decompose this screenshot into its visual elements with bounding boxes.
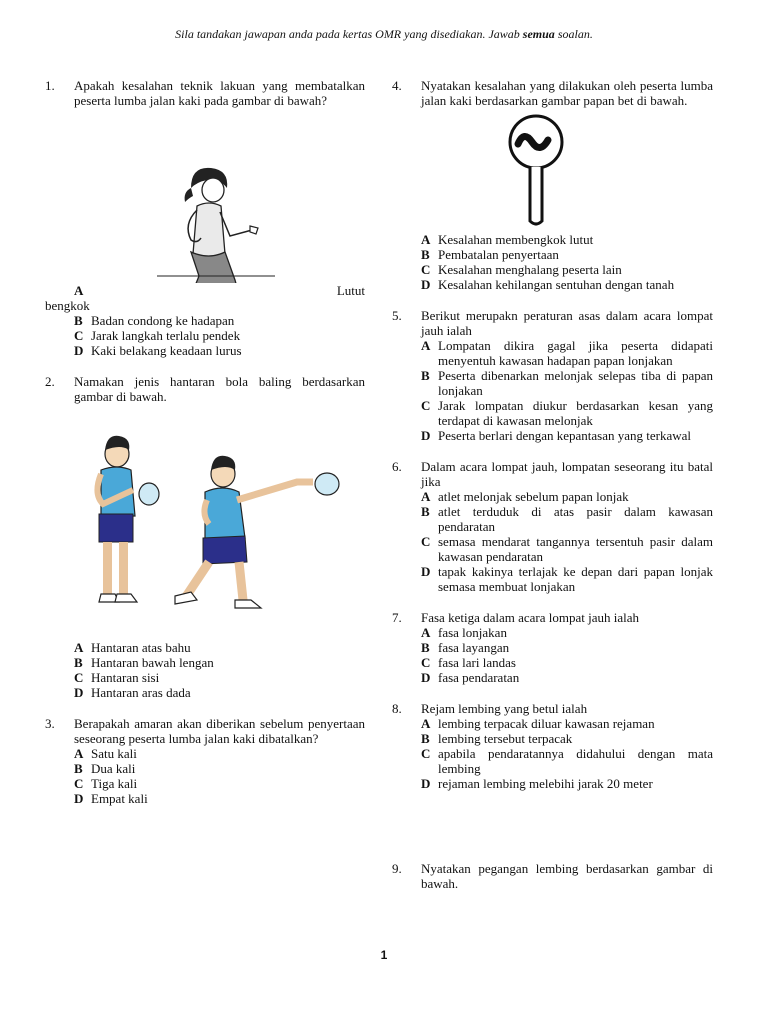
- option-a-wrap: bengkok: [45, 298, 90, 313]
- option-text: Hantaran bawah lengan: [91, 655, 214, 670]
- race-walker-illustration: [45, 108, 365, 283]
- left-column: [45, 78, 365, 822]
- option-b: [74, 761, 365, 776]
- question-8: [392, 701, 713, 791]
- option-letter: D: [74, 791, 84, 806]
- option-text: Tiga kali: [91, 776, 138, 791]
- option-d: [74, 343, 365, 358]
- option-text: semasa mendarat tangannya tersentuh pasir dalam kawasan pendaratan: [438, 534, 713, 564]
- option-letter: C: [74, 328, 84, 343]
- question-4: [392, 78, 713, 292]
- question-text: Namakan jenis hantaran bola baling berdasarkan gambar di bawah.: [74, 374, 365, 404]
- option-a: [421, 232, 713, 247]
- option-b: [421, 640, 713, 655]
- question-9: [392, 861, 713, 891]
- option-text: fasa lonjakan: [438, 625, 507, 640]
- option-letter: B: [74, 761, 83, 776]
- option-text: Dua kali: [91, 761, 136, 776]
- question-number: 3.: [45, 716, 55, 731]
- option-letter: D: [421, 776, 431, 791]
- option-d: [74, 791, 365, 806]
- option-letter: C: [421, 746, 431, 761]
- instruction-before: Sila tandakan jawapan anda pada kertas OMR yang disediakan. Jawab: [175, 27, 523, 41]
- option-a: [421, 625, 713, 640]
- options: [421, 489, 713, 594]
- option-letter: B: [74, 313, 83, 328]
- option-letter: B: [74, 655, 83, 670]
- option-letter: A: [421, 232, 431, 247]
- option-letter: B: [421, 368, 430, 383]
- option-text: Jarak langkah terlalu pendek: [91, 328, 241, 343]
- option-text: fasa pendaratan: [438, 670, 520, 685]
- options: [421, 716, 713, 791]
- instruction-line: [0, 27, 768, 42]
- option-b: [74, 313, 365, 328]
- option-d: [421, 670, 713, 685]
- right-column: [392, 78, 713, 907]
- option-text: apabila pendaratannya didahului dengan mata lembing: [438, 746, 713, 776]
- option-c: [74, 328, 365, 343]
- option-text: Jarak lompatan diukur berdasarkan kesan yang terdapat di kawasan melonjak: [438, 398, 713, 428]
- question-number: 8.: [392, 701, 402, 716]
- option-c: [421, 534, 713, 564]
- option-letter: A: [421, 716, 431, 731]
- option-d: [421, 277, 713, 292]
- option-letter: C: [421, 398, 431, 413]
- option-text: Kesalahan membengkok lutut: [438, 232, 594, 247]
- option-text: Kesalahan kehilangan sentuhan dengan tanah: [438, 277, 675, 292]
- option-letter: A: [74, 746, 84, 761]
- option-letter: A: [421, 489, 431, 504]
- option-letter: C: [74, 670, 84, 685]
- question-text: Berapakah amaran akan diberikan sebelum penyertaan seseorang peserta lumba jalan kaki dibatalkan?: [74, 716, 365, 746]
- option-text: Lutut: [336, 283, 365, 298]
- option-letter: D: [421, 564, 431, 579]
- options: [74, 746, 365, 806]
- option-a: [421, 338, 713, 368]
- instruction-emphasis: semua: [522, 27, 555, 41]
- option-text: Kesalahan menghalang peserta lain: [438, 262, 622, 277]
- option-text: fasa layangan: [438, 640, 510, 655]
- option-text: tapak kakinya terlajak ke depan dari papan lonjak semasa membuat lonjakan: [438, 564, 713, 594]
- option-b: [421, 247, 713, 262]
- option-text: Empat kali: [91, 791, 148, 806]
- question-text: Berikut merupakn peraturan asas dalam acara lompat jauh ialah: [421, 308, 713, 338]
- question-number: 1.: [45, 78, 55, 93]
- question-number: 2.: [45, 374, 55, 389]
- question-number: 6.: [392, 459, 402, 474]
- option-b: [421, 368, 713, 398]
- option-a-row: [74, 283, 365, 298]
- option-letter: A: [421, 338, 431, 353]
- page-number: 1: [380, 948, 388, 962]
- option-b: [421, 731, 713, 746]
- option-letter: D: [74, 343, 84, 358]
- option-letter: C: [421, 534, 431, 549]
- question-text: Rejam lembing yang betul ialah: [421, 701, 588, 716]
- option-text: lembing tersebut terpacak: [438, 731, 573, 746]
- option-a: [74, 746, 365, 761]
- judge-paddle-icon: [392, 108, 713, 232]
- option-a: [421, 716, 713, 731]
- options: [421, 232, 713, 292]
- option-text: atlet melonjak sebelum papan lonjak: [438, 489, 629, 504]
- option-text: Satu kali: [91, 746, 137, 761]
- option-letter: B: [421, 731, 430, 746]
- option-text: Pembatalan penyertaan: [438, 247, 559, 262]
- question-text: Dalam acara lompat jauh, lompatan seseorang itu batal jika: [421, 459, 713, 489]
- question-text: Nyatakan pegangan lembing berdasarkan gambar di bawah.: [421, 861, 713, 891]
- option-text: fasa lari landas: [438, 655, 516, 670]
- question-number: 4.: [392, 78, 402, 93]
- option-text: Peserta dibenarkan melonjak selepas tiba di papan lonjakan: [438, 368, 713, 398]
- option-letter: C: [421, 262, 431, 277]
- question-6: [392, 459, 713, 594]
- question-text: Fasa ketiga dalam acara lompat jauh ialah: [421, 610, 640, 625]
- option-d: [421, 428, 713, 443]
- option-letter: D: [421, 428, 431, 443]
- option-a: [74, 640, 365, 655]
- question-number: 5.: [392, 308, 402, 323]
- question-7: [392, 610, 713, 685]
- option-text: Kaki belakang keadaan lurus: [91, 343, 242, 358]
- option-letter: B: [421, 640, 430, 655]
- option-letter: C: [74, 776, 84, 791]
- options: [74, 640, 365, 700]
- option-letter: B: [421, 247, 430, 262]
- option-text: lembing terpacak diluar kawasan rejaman: [438, 716, 655, 731]
- handball-pass-figure: [45, 404, 365, 640]
- race-walker-figure: [45, 108, 365, 283]
- option-letter: D: [421, 670, 431, 685]
- options: [74, 313, 365, 358]
- options: [421, 338, 713, 443]
- option-letter: D: [421, 277, 431, 292]
- option-text: Hantaran sisi: [91, 670, 160, 685]
- handball-pass-illustration: [45, 404, 365, 640]
- question-5: [392, 308, 713, 443]
- option-letter: A: [74, 283, 84, 298]
- judge-paddle-figure: [392, 108, 713, 232]
- option-d: [74, 685, 365, 700]
- options: [421, 625, 713, 685]
- option-text: Hantaran aras dada: [91, 685, 191, 700]
- question-2: [45, 374, 365, 700]
- question-number: 9.: [392, 861, 402, 876]
- option-b: [421, 504, 713, 534]
- question-3: [45, 716, 365, 806]
- option-c: [74, 670, 365, 685]
- option-letter: D: [74, 685, 84, 700]
- option-d: [421, 776, 713, 791]
- option-letter: A: [421, 625, 431, 640]
- option-text: Lompatan dikira gagal jika peserta didapati menyentuh kawasan hadapan papan lonjakan: [438, 338, 713, 368]
- option-text: Badan condong ke hadapan: [91, 313, 235, 328]
- option-text: rejaman lembing melebihi jarak 20 meter: [438, 776, 653, 791]
- question-text: Apakah kesalahan teknik lakuan yang membatalkan peserta lumba jalan kaki pada gambar di bawah?: [74, 78, 365, 108]
- option-b: [74, 655, 365, 670]
- option-letter: A: [74, 640, 84, 655]
- option-a: [421, 489, 713, 504]
- question-text: Nyatakan kesalahan yang dilakukan oleh peserta lumba jalan kaki berdasarkan gambar papan bet di bawah.: [421, 78, 713, 108]
- option-letter: B: [421, 504, 430, 519]
- option-c: [421, 655, 713, 670]
- option-c: [421, 262, 713, 277]
- instruction-after: soalan.: [554, 27, 593, 41]
- option-text: atlet terduduk di atas pasir dalam kawasan pendaratan: [438, 504, 713, 534]
- option-text: Hantaran atas bahu: [91, 640, 191, 655]
- question-number: 7.: [392, 610, 402, 625]
- question-1: [45, 78, 365, 358]
- option-c: [74, 776, 365, 791]
- option-c: [421, 746, 713, 776]
- option-c: [421, 398, 713, 428]
- option-text: Peserta berlari dengan kepantasan yang terkawal: [438, 428, 692, 443]
- option-letter: C: [421, 655, 431, 670]
- option-d: [421, 564, 713, 594]
